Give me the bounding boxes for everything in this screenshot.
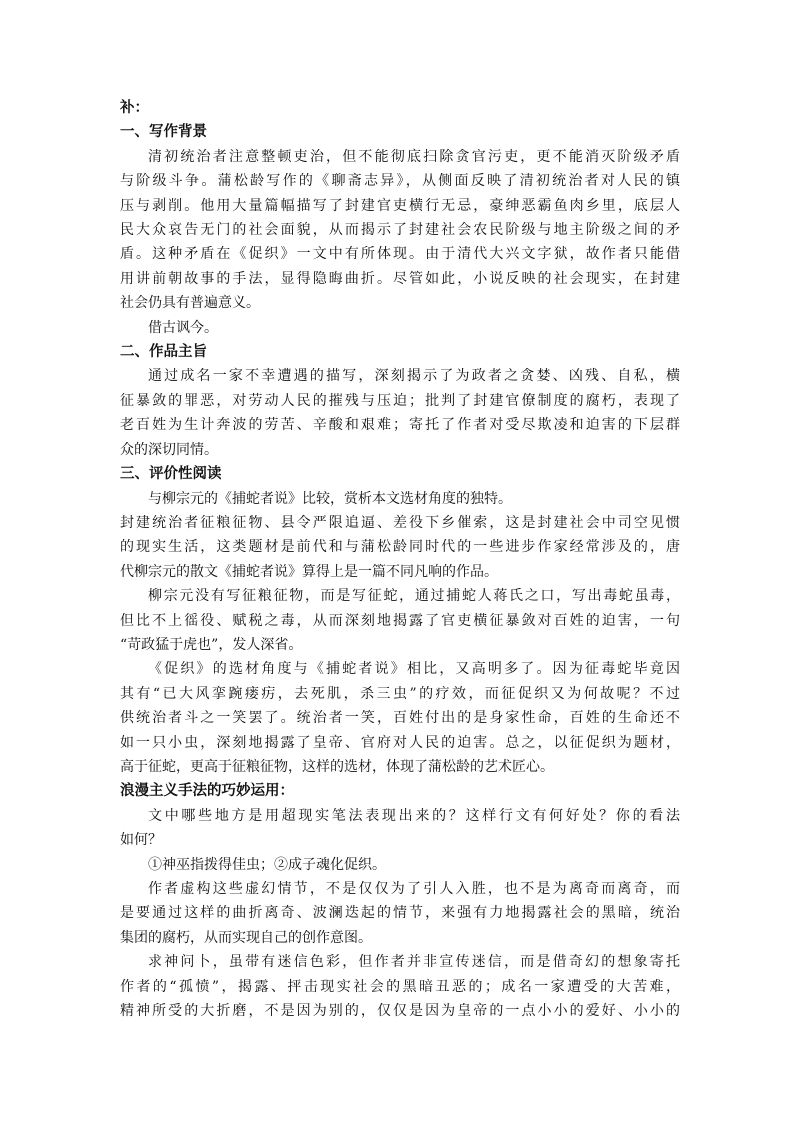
section-heading-evaluation: 三、评价性阅读 (120, 466, 222, 483)
paragraph-line: 用讲前朝故事的手法，显得隐晦曲折。尽管如此，小说反映的社会现实，在封建 (120, 270, 680, 287)
paragraph-line: 供统治者斗之一笑罢了。统治者一笑，百姓付出的是身家性命，百姓的生命还不 (120, 710, 680, 727)
paragraph-line: 的现实生活，这类题材是前代和与蒲松龄同时代的一些进步作家经常涉及的，唐 (120, 539, 680, 556)
paragraph-line: 征暴敛的罪恶，对劳动人民的摧残与压迫；批判了封建官僚制度的腐朽，表现了 (120, 392, 680, 409)
paragraph-line: 柳宗元没有写征粮征物，而是写征蛇，通过捕蛇人蒋氏之口，写出毒蛇虽毒， (148, 588, 680, 605)
paragraph-line: 众的深切同情。 (120, 441, 218, 458)
paragraph-line: 如何？ (120, 832, 162, 849)
paragraph-line: 封建统治者征粮征物、县令严限追逼、差役下乡催索，这是封建社会中司空见惯 (120, 514, 680, 531)
paragraph-line: 其有“已大风挛踠瘘疠，去死肌，杀三虫”的疗效，而征促织又为何故呢？不过 (120, 685, 680, 702)
paragraph-line: “苛政猛于虎也”，发人深省。 (120, 636, 303, 653)
section-heading-romanticism: 浪漫主义手法的巧妙运用： (120, 783, 294, 800)
paragraph-line: 高于征蛇，更高于征粮征物，这样的选材，体现了蒲松龄的艺术匠心。 (120, 758, 554, 775)
document-page (120, 96, 680, 1023)
paragraph-line: 文中哪些地方是用超现实笔法表现出来的？这样行文有何好处？你的看法 (148, 807, 680, 824)
paragraph-line: 与柳宗元的《捕蛇者说》比较，赏析本文选材角度的独特。 (148, 490, 512, 507)
paragraph-line: 社会仍具有普遍意义。 (120, 295, 260, 312)
paragraph-line: 压与剥削。他用大量篇幅描写了封建官吏横行无忌，豪绅恶霸鱼肉乡里，底层人 (120, 197, 680, 214)
paragraph-line: 作者的“孤愤”，揭露、抨击现实社会的黑暗丑恶的；成名一家遭受的大苦难， (120, 978, 680, 995)
paragraph-line: 与阶级斗争。蒲松龄写作的《聊斋志异》，从侧面反映了清初统治者对人民的镇 (120, 173, 680, 190)
paragraph-line: 精神所受的大折磨，不是因为别的，仅仅是因为皇帝的一点小小的爱好、小小的 (120, 1003, 680, 1020)
paragraph-line: 集团的腐朽，从而实现自己的创作意图。 (120, 929, 372, 946)
paragraph-line: 求神问卜，虽带有迷信色彩，但作者并非宣传迷信，而是借奇幻的想象寄托 (148, 954, 680, 971)
paragraph-line: 代柳宗元的散文《捕蛇者说》算得上是一篇不同凡响的作品。 (120, 563, 498, 580)
paragraph-line: 作者虚构这些虚幻情节，不是仅仅为了引人入胜，也不是为离奇而离奇，而 (148, 881, 680, 897)
paragraph-line: 借古讽今。 (148, 319, 218, 336)
paragraph-line: ①神巫指拨得佳虫；②成子魂化促织。 (148, 856, 386, 873)
paragraph-line: 是要通过这样的曲折离奇、波澜迭起的情节，来强有力地揭露社会的黑暗，统治 (120, 905, 680, 922)
supplement-heading: 补： (120, 100, 149, 116)
paragraph-line: 老百姓为生计奔波的劳苦、辛酸和艰难；寄托了作者对受尽欺凌和迫害的下层群 (120, 417, 680, 434)
paragraph-line: 盾。这种矛盾在《促织》一文中有所体现。由于清代大兴文字狱，故作者只能借 (120, 246, 680, 263)
paragraph-line: 但比不上徭役、赋税之毒，从而深刻地揭露了官吏横征暴敛对百姓的迫害，一句 (120, 612, 680, 629)
paragraph-line: 通过成名一家不幸遭遇的描写，深刻揭示了为政者之贪婪、凶残、自私，横 (148, 368, 680, 385)
paragraph-line: 《促织》的选材角度与《捕蛇者说》相比，又高明多了。因为征毒蛇毕竟因 (148, 661, 680, 678)
section-heading-theme: 二、作品主旨 (120, 344, 207, 361)
section-heading-background: 一、写作背景 (120, 124, 207, 141)
paragraph-line: 如一只小虫，深刻地揭露了皇帝、官府对人民的迫害。总之，以征促织为题材， (120, 734, 680, 751)
paragraph-line: 清初统治者注意整顿吏治，但不能彻底扫除贪官污吏，更不能消灭阶级矛盾 (148, 148, 680, 165)
paragraph-line: 民大众哀告无门的社会面貌，从而揭示了封建社会农民阶级与地主阶级之间的矛 (120, 222, 680, 239)
